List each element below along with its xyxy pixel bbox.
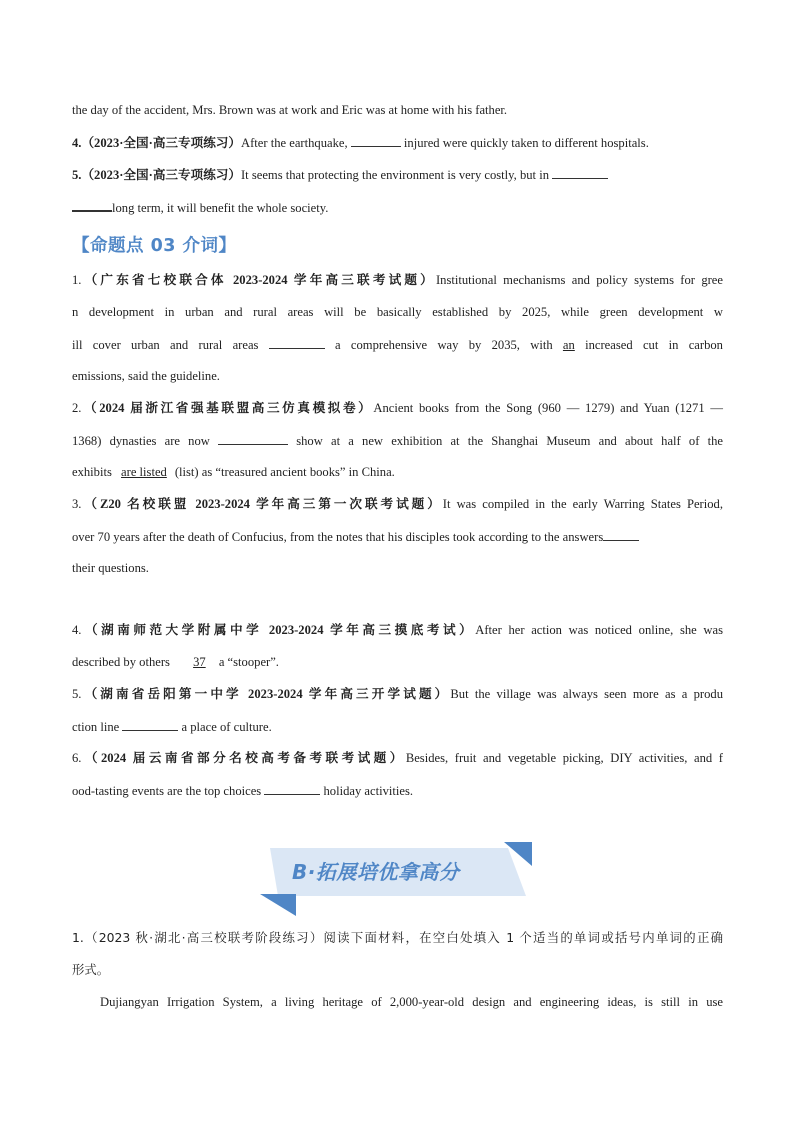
p2-source: （2024 届浙江省强基联盟高三仿真模拟卷） xyxy=(81,401,374,415)
prep-question-1-line1 xyxy=(72,272,723,288)
p3-text-2: over 70 years after the death of Confucius, from the notes that his disciples took according to the answers xyxy=(72,530,604,544)
prep-question-2-line2 xyxy=(72,432,723,449)
p2-blank[interactable] xyxy=(218,432,288,445)
p6-source: （2024 届云南省部分名校高考备考联考试题） xyxy=(81,751,406,765)
passage-text-1: Dujiangyan Irrigation System, a living heritage of 2,000-year-old design and engineering ideas, is still in use xyxy=(100,995,723,1009)
banner-title: B·拓展培优拿高分 xyxy=(292,860,460,884)
extension-question-1-line2 xyxy=(72,962,723,978)
p1-text-3a: ill cover urban and rural areas xyxy=(72,338,269,352)
prep-question-5-line2 xyxy=(72,718,723,735)
p5-text-2b: a place of culture. xyxy=(178,720,272,734)
prep-question-1-line4 xyxy=(72,368,723,384)
p1-number: 1. xyxy=(72,273,82,287)
p4-source: （湖南师范大学附属中学 2023-2024 学年高三摸底考试） xyxy=(81,623,476,637)
q4-blank[interactable] xyxy=(351,134,401,147)
q4-text-before: After the earthquake, xyxy=(240,136,351,150)
p3-blank[interactable] xyxy=(603,528,639,541)
q4-number: 4. xyxy=(72,136,82,150)
prep-question-4-line1 xyxy=(72,622,723,638)
b1-number: 1. xyxy=(72,930,84,945)
p4-text-2a: described by others xyxy=(72,655,174,669)
p1-underlined-an: an xyxy=(562,338,575,352)
prep-question-3-line1 xyxy=(72,496,723,512)
p1-source: （广东省七校联合体 2023-2024 学年高三联考试题） xyxy=(81,273,436,287)
intro-line xyxy=(72,102,723,118)
p3-text: It was compiled in the early Warring States Period, xyxy=(442,497,723,511)
p2-text-2b: show at a new exhibition at the Shanghai Museum and about half of the xyxy=(288,434,723,448)
p1-text: Institutional mechanisms and policy systems for gree xyxy=(435,273,723,287)
b1-text-2: 形式。 xyxy=(72,962,110,977)
q4-source: （2023·全国·高三专项练习） xyxy=(81,136,241,150)
p5-source: （湖南省岳阳第一中学 2023-2024 学年高三开学试题） xyxy=(81,687,451,701)
p3-number: 3. xyxy=(72,497,82,511)
prep-question-6-line2 xyxy=(72,782,723,799)
p2-text: Ancient books from the Song (960 — 1279) and Yuan (1271 — xyxy=(373,401,724,415)
p2-text-2a: 1368) dynasties are now xyxy=(72,434,219,448)
p4-answer: 37 xyxy=(193,655,206,669)
p6-text-2b: holiday activities. xyxy=(320,784,414,798)
p5-text: But the village was always seen more as a produ xyxy=(450,687,723,701)
q5-text-after: long term, it will benefit the whole society. xyxy=(112,201,329,215)
p6-text-2a: ood-tasting events are the top choices xyxy=(72,784,265,798)
intro-text: the day of the accident, Mrs. Brown was at work and Eric was at home with his father. xyxy=(72,103,508,117)
p5-text-2a: ction line xyxy=(72,720,123,734)
p1-text-3b: a comprehensive way by 2035, with xyxy=(324,338,563,352)
p6-text: Besides, fruit and vegetable picking, DIY activities, and f xyxy=(405,751,723,765)
p6-number: 6. xyxy=(72,751,82,765)
p4-text-2b: a “stooper”. xyxy=(215,655,279,669)
p4-text: After her action was noticed online, she was xyxy=(475,623,723,637)
p5-blank[interactable] xyxy=(122,718,178,731)
q5-source: （2023·全国·高三专项练习） xyxy=(81,168,241,182)
p3-text-3: their questions. xyxy=(72,561,149,575)
q5-text-before: It seems that protecting the environment is very costly, but in xyxy=(240,168,553,182)
p1-text-2: n development in urban and rural areas will be basically established by 2025, while green development w xyxy=(72,305,723,319)
q5-number: 5. xyxy=(72,168,82,182)
p5-number: 5. xyxy=(72,687,82,701)
p1-text-3c: increased cut in carbon xyxy=(574,338,723,352)
p2-number: 2. xyxy=(72,401,82,415)
p3-source: （Z20 名校联盟 2023-2024 学年高三第一次联考试题） xyxy=(81,497,443,511)
p2-text-3a: exhibits xyxy=(72,465,116,479)
prep-question-3-line2 xyxy=(72,528,723,545)
question-4 xyxy=(72,134,723,151)
question-5-cont xyxy=(72,198,723,216)
q5-blank[interactable] xyxy=(552,166,608,179)
p6-blank[interactable] xyxy=(264,782,320,795)
extension-question-1-line1 xyxy=(72,930,723,946)
p1-text-4: emissions, said the guideline. xyxy=(72,369,220,383)
question-5 xyxy=(72,166,723,183)
prep-question-2-line3 xyxy=(72,464,723,480)
b1-source: （2023 秋·湖北·高三校联考阶段练习） xyxy=(83,930,324,945)
p2-answer: are listed xyxy=(121,465,167,479)
passage-line-1 xyxy=(100,994,723,1010)
banner-corner-bottom-left xyxy=(260,894,296,916)
prep-question-1-line2 xyxy=(72,304,723,320)
section-heading: 【命题点 03 介词】 xyxy=(72,236,237,256)
p1-blank[interactable] xyxy=(269,336,325,349)
q4-text-after: injured were quickly taken to different hospitals. xyxy=(400,136,649,150)
q5-blank-2[interactable] xyxy=(72,198,112,212)
prep-question-5-line1 xyxy=(72,686,723,702)
prep-question-4-line2 xyxy=(72,654,723,670)
prep-question-2-line1 xyxy=(72,400,723,416)
prep-question-3-line3 xyxy=(72,560,723,576)
prep-question-6-line1 xyxy=(72,750,723,766)
prep-question-1-line3 xyxy=(72,336,723,353)
p4-number: 4. xyxy=(72,623,82,637)
b1-text: 阅读下面材料，在空白处填入 1 个适当的单词或括号内单词的正确 xyxy=(323,930,723,945)
p2-text-3b: (list) as “treasured ancient books” in China. xyxy=(174,465,395,479)
